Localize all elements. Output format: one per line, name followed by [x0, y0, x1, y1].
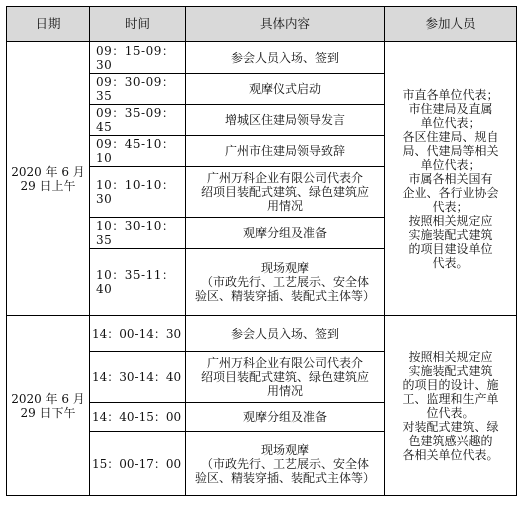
people-line: 按照相关规定应 [408, 213, 493, 228]
content-line: 参会人员入场、签到 [230, 50, 339, 65]
people-line: 局、代建局等相关 [402, 143, 499, 158]
header-time: 时间 [90, 7, 186, 42]
content-line: 绍项目装配式建筑、绿色建筑应 [200, 370, 369, 384]
time-cell: 14：40-15：00 [90, 403, 186, 432]
morning-date [7, 42, 90, 316]
people-line: 实施装配式建筑 [408, 363, 493, 378]
content-cell [186, 105, 385, 136]
people-line: 色建筑感兴趣的 [408, 433, 493, 448]
people-line: 工、监理和生产单 [402, 391, 499, 406]
content-line: 增城区住建局领导发言 [224, 113, 345, 127]
afternoon-date [7, 316, 90, 496]
header-content: 具体内容 [186, 7, 385, 42]
afternoon-date-line-1: 2020 年 6 月 [11, 391, 85, 406]
time-cell: 10：35-11：40 [90, 249, 186, 316]
content-line: 广州万科企业有限公司代表介 [206, 356, 363, 370]
people-line: 各区住建局、规自 [402, 129, 499, 144]
content-cell [186, 218, 385, 249]
people-line: 的项目的设计、施 [402, 377, 499, 392]
header-row [7, 7, 517, 42]
content-cell [186, 249, 385, 316]
time-cell: 10：30-10：35 [90, 218, 186, 249]
people-line: 位代表。 [426, 405, 475, 420]
people-line: 实施装配式建筑 [408, 227, 493, 242]
content-cell [186, 136, 385, 167]
people-line: 企业、各行业协会 [402, 185, 499, 200]
header-date: 日期 [7, 7, 90, 42]
schedule-document [6, 6, 517, 496]
people-line: 市属各相关国有 [408, 171, 493, 186]
time-cell: 09：30-09：35 [90, 74, 186, 105]
content-line: 用情况 [266, 199, 303, 213]
time-cell: 09：45-10：10 [90, 136, 186, 167]
afternoon-people [385, 316, 517, 496]
schedule-table [6, 6, 517, 496]
content-cell [186, 316, 385, 352]
content-cell [186, 403, 385, 432]
people-line: 市住建局及直属 [408, 101, 493, 116]
content-line: 观摩分组及准备 [242, 410, 327, 424]
content-line: 广州市住建局领导致辞 [224, 144, 345, 158]
content-line: 观摩仪式启动 [248, 82, 321, 96]
content-line: 广州万科企业有限公司代表介 [206, 171, 363, 185]
content-cell [186, 167, 385, 218]
people-line: 单位代表； [420, 115, 481, 130]
content-line: 现场观摩 [260, 261, 309, 275]
time-cell: 09：15-09：30 [90, 42, 186, 74]
content-cell [186, 432, 385, 496]
people-line: 按照相关规定应 [408, 349, 493, 364]
people-line: 市直各单位代表； [402, 87, 499, 102]
people-line: 代表。 [432, 255, 469, 270]
people-line: 代表； [432, 199, 469, 214]
content-cell [186, 352, 385, 403]
content-line: 验区、精装穿插、装配式主体等） [194, 470, 375, 485]
table-row [7, 42, 517, 74]
content-line: 绍项目装配式建筑、绿色建筑应 [200, 185, 369, 199]
content-line: 参会人员入场、签到 [230, 326, 339, 341]
morning-people [385, 42, 517, 316]
content-line: 观摩分组及准备 [242, 226, 327, 240]
morning-date-line-1: 2020 年 6 月 [11, 164, 85, 179]
table-row [7, 316, 517, 352]
content-line: 现场观摩 [260, 442, 309, 457]
content-line: 验区、精装穿插、装配式主体等） [194, 289, 375, 303]
people-line: 对装配式建筑、绿 [402, 419, 499, 434]
header-people: 参加人员 [385, 7, 517, 42]
people-line: 各相关单位代表。 [402, 447, 499, 462]
time-cell: 09：35-09：45 [90, 105, 186, 136]
time-cell: 14：00-14：30 [90, 316, 186, 352]
afternoon-date-line-2: 29 日下午 [20, 405, 76, 420]
time-cell: 14：30-14：40 [90, 352, 186, 403]
content-line: （市政先行、工艺展示、安全体 [200, 456, 369, 471]
content-line: （市政先行、工艺展示、安全体 [200, 275, 369, 289]
content-cell [186, 74, 385, 105]
people-line: 单位代表； [420, 157, 481, 172]
time-cell: 10：10-10：30 [90, 167, 186, 218]
morning-date-line-2: 29 日上午 [20, 178, 76, 193]
content-cell [186, 42, 385, 74]
content-line: 用情况 [266, 384, 303, 398]
time-cell: 15：00-17：00 [90, 432, 186, 496]
people-line: 的项目建设单位 [408, 241, 493, 256]
